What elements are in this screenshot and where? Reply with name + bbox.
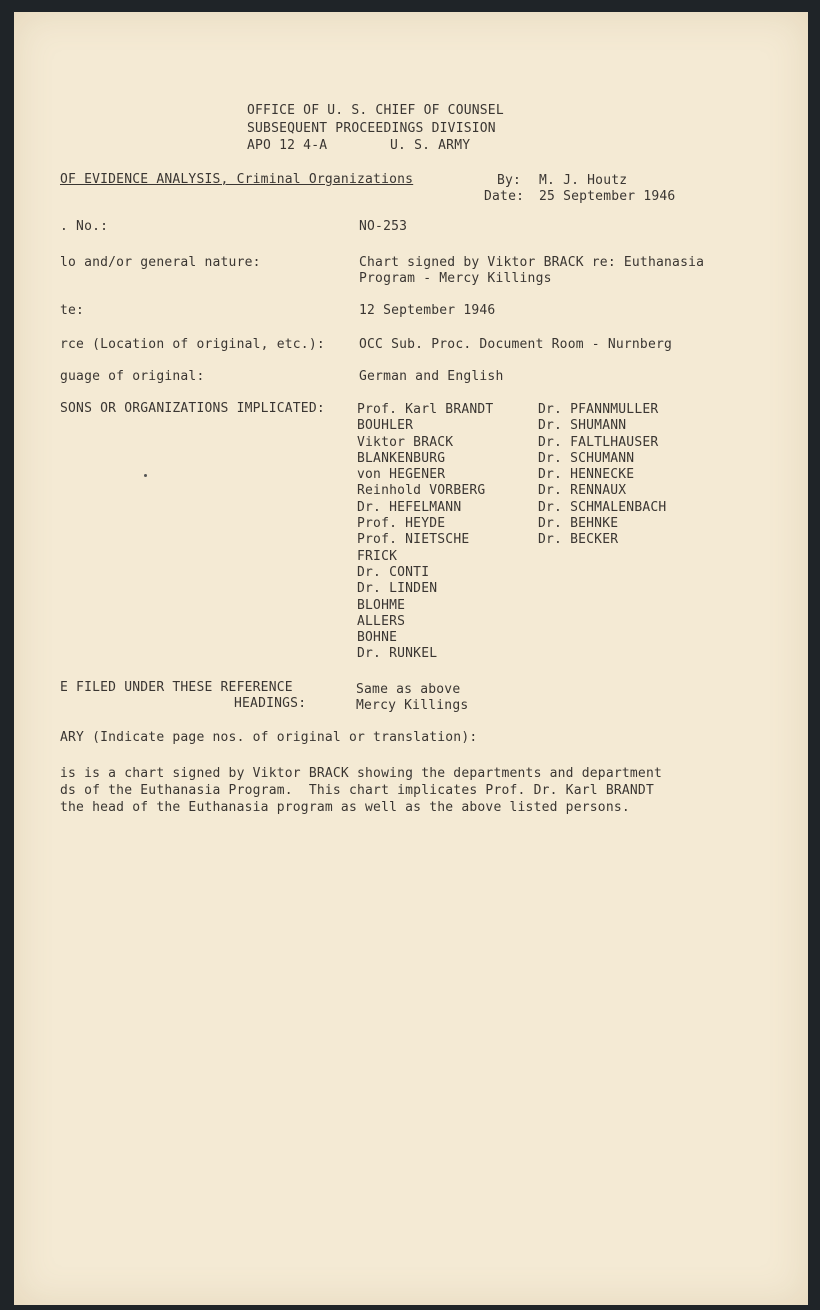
document-title: OF EVIDENCE ANALYSIS, Criminal Organizations xyxy=(60,172,414,187)
person-item: BLANKENBURG xyxy=(357,450,446,466)
person-item: Dr. LINDEN xyxy=(357,581,438,597)
filed-value-1: Same as above xyxy=(356,682,461,697)
person-item: von HEGENER xyxy=(357,467,446,483)
person-item: Dr. SCHUMANN xyxy=(538,450,635,466)
person-item: Dr. RENNAUX xyxy=(538,483,627,499)
summary-line-2: ds of the Euthanasia Program. This chart implicates Prof. Dr. Karl BRANDT xyxy=(60,783,654,798)
person-item: Dr. BEHNKE xyxy=(538,516,619,532)
persons-column-2 xyxy=(538,402,666,549)
language-value: German and English xyxy=(359,369,504,384)
person-item: Dr. SCHMALENBACH xyxy=(538,499,667,515)
person-item: Reinhold VORBERG xyxy=(357,483,486,499)
by-value: M. J. Houtz xyxy=(539,173,628,188)
filed-label-2: HEADINGS: xyxy=(234,696,307,711)
source-value: OCC Sub. Proc. Document Room - Nurnberg xyxy=(359,337,673,352)
person-item: Dr. BECKER xyxy=(538,532,619,548)
person-item: Dr. CONTI xyxy=(357,564,430,580)
person-item: Dr. PFANNMULLER xyxy=(538,402,659,417)
person-item: Dr. SHUMANN xyxy=(538,418,627,434)
language-label: guage of original: xyxy=(60,369,205,384)
stray-mark xyxy=(144,474,147,477)
person-item: BOUHLER xyxy=(357,418,414,434)
header-apo: APO 12 4-A xyxy=(247,138,328,153)
person-item: BOHNE xyxy=(357,630,398,646)
header-army: U. S. ARMY xyxy=(390,138,471,153)
header-division: SUBSEQUENT PROCEEDINGS DIVISION xyxy=(247,121,496,136)
persons-column-1 xyxy=(357,402,493,663)
person-item: Viktor BRACK xyxy=(357,434,454,450)
source-label: rce (Location of original, etc.): xyxy=(60,337,325,352)
doc-no-value: NO-253 xyxy=(359,219,408,234)
persons-label: SONS OR ORGANIZATIONS IMPLICATED: xyxy=(60,401,325,416)
date-field-value: 12 September 1946 xyxy=(359,303,496,318)
nature-value-2: Program - Mercy Killings xyxy=(359,271,552,286)
filed-label-1: E FILED UNDER THESE REFERENCE xyxy=(60,680,293,695)
person-item: Dr. HENNECKE xyxy=(538,467,635,483)
date-label: Date: xyxy=(484,189,525,204)
person-item: FRICK xyxy=(357,548,398,564)
filed-value-2: Mercy Killings xyxy=(356,698,469,713)
summary-line-1: is is a chart signed by Viktor BRACK showing the departments and department xyxy=(60,766,662,781)
by-label: By: xyxy=(497,173,522,188)
person-item: Dr. HEFELMANN xyxy=(357,499,462,515)
person-item: ALLERS xyxy=(357,613,406,629)
nature-label: lo and/or general nature: xyxy=(60,255,261,270)
date-value: 25 September 1946 xyxy=(539,189,676,204)
nature-value-1: Chart signed by Viktor BRACK re: Euthanasia xyxy=(359,255,705,270)
person-item: Prof. Karl BRANDT xyxy=(357,402,494,417)
person-item: BLOHME xyxy=(357,597,406,613)
person-item: Prof. HEYDE xyxy=(357,516,446,532)
person-item: Dr. FALTLHAUSER xyxy=(538,434,659,450)
person-item: Dr. RUNKEL xyxy=(357,646,438,662)
doc-no-label: . No.: xyxy=(60,219,109,234)
header-office: OFFICE OF U. S. CHIEF OF COUNSEL xyxy=(247,103,504,118)
date-field-label: te: xyxy=(60,303,85,318)
summary-line-3: the head of the Euthanasia program as well as the above listed persons. xyxy=(60,800,630,815)
summary-heading: ARY (Indicate page nos. of original or translation): xyxy=(60,730,478,745)
person-item: Prof. NIETSCHE xyxy=(357,532,470,548)
